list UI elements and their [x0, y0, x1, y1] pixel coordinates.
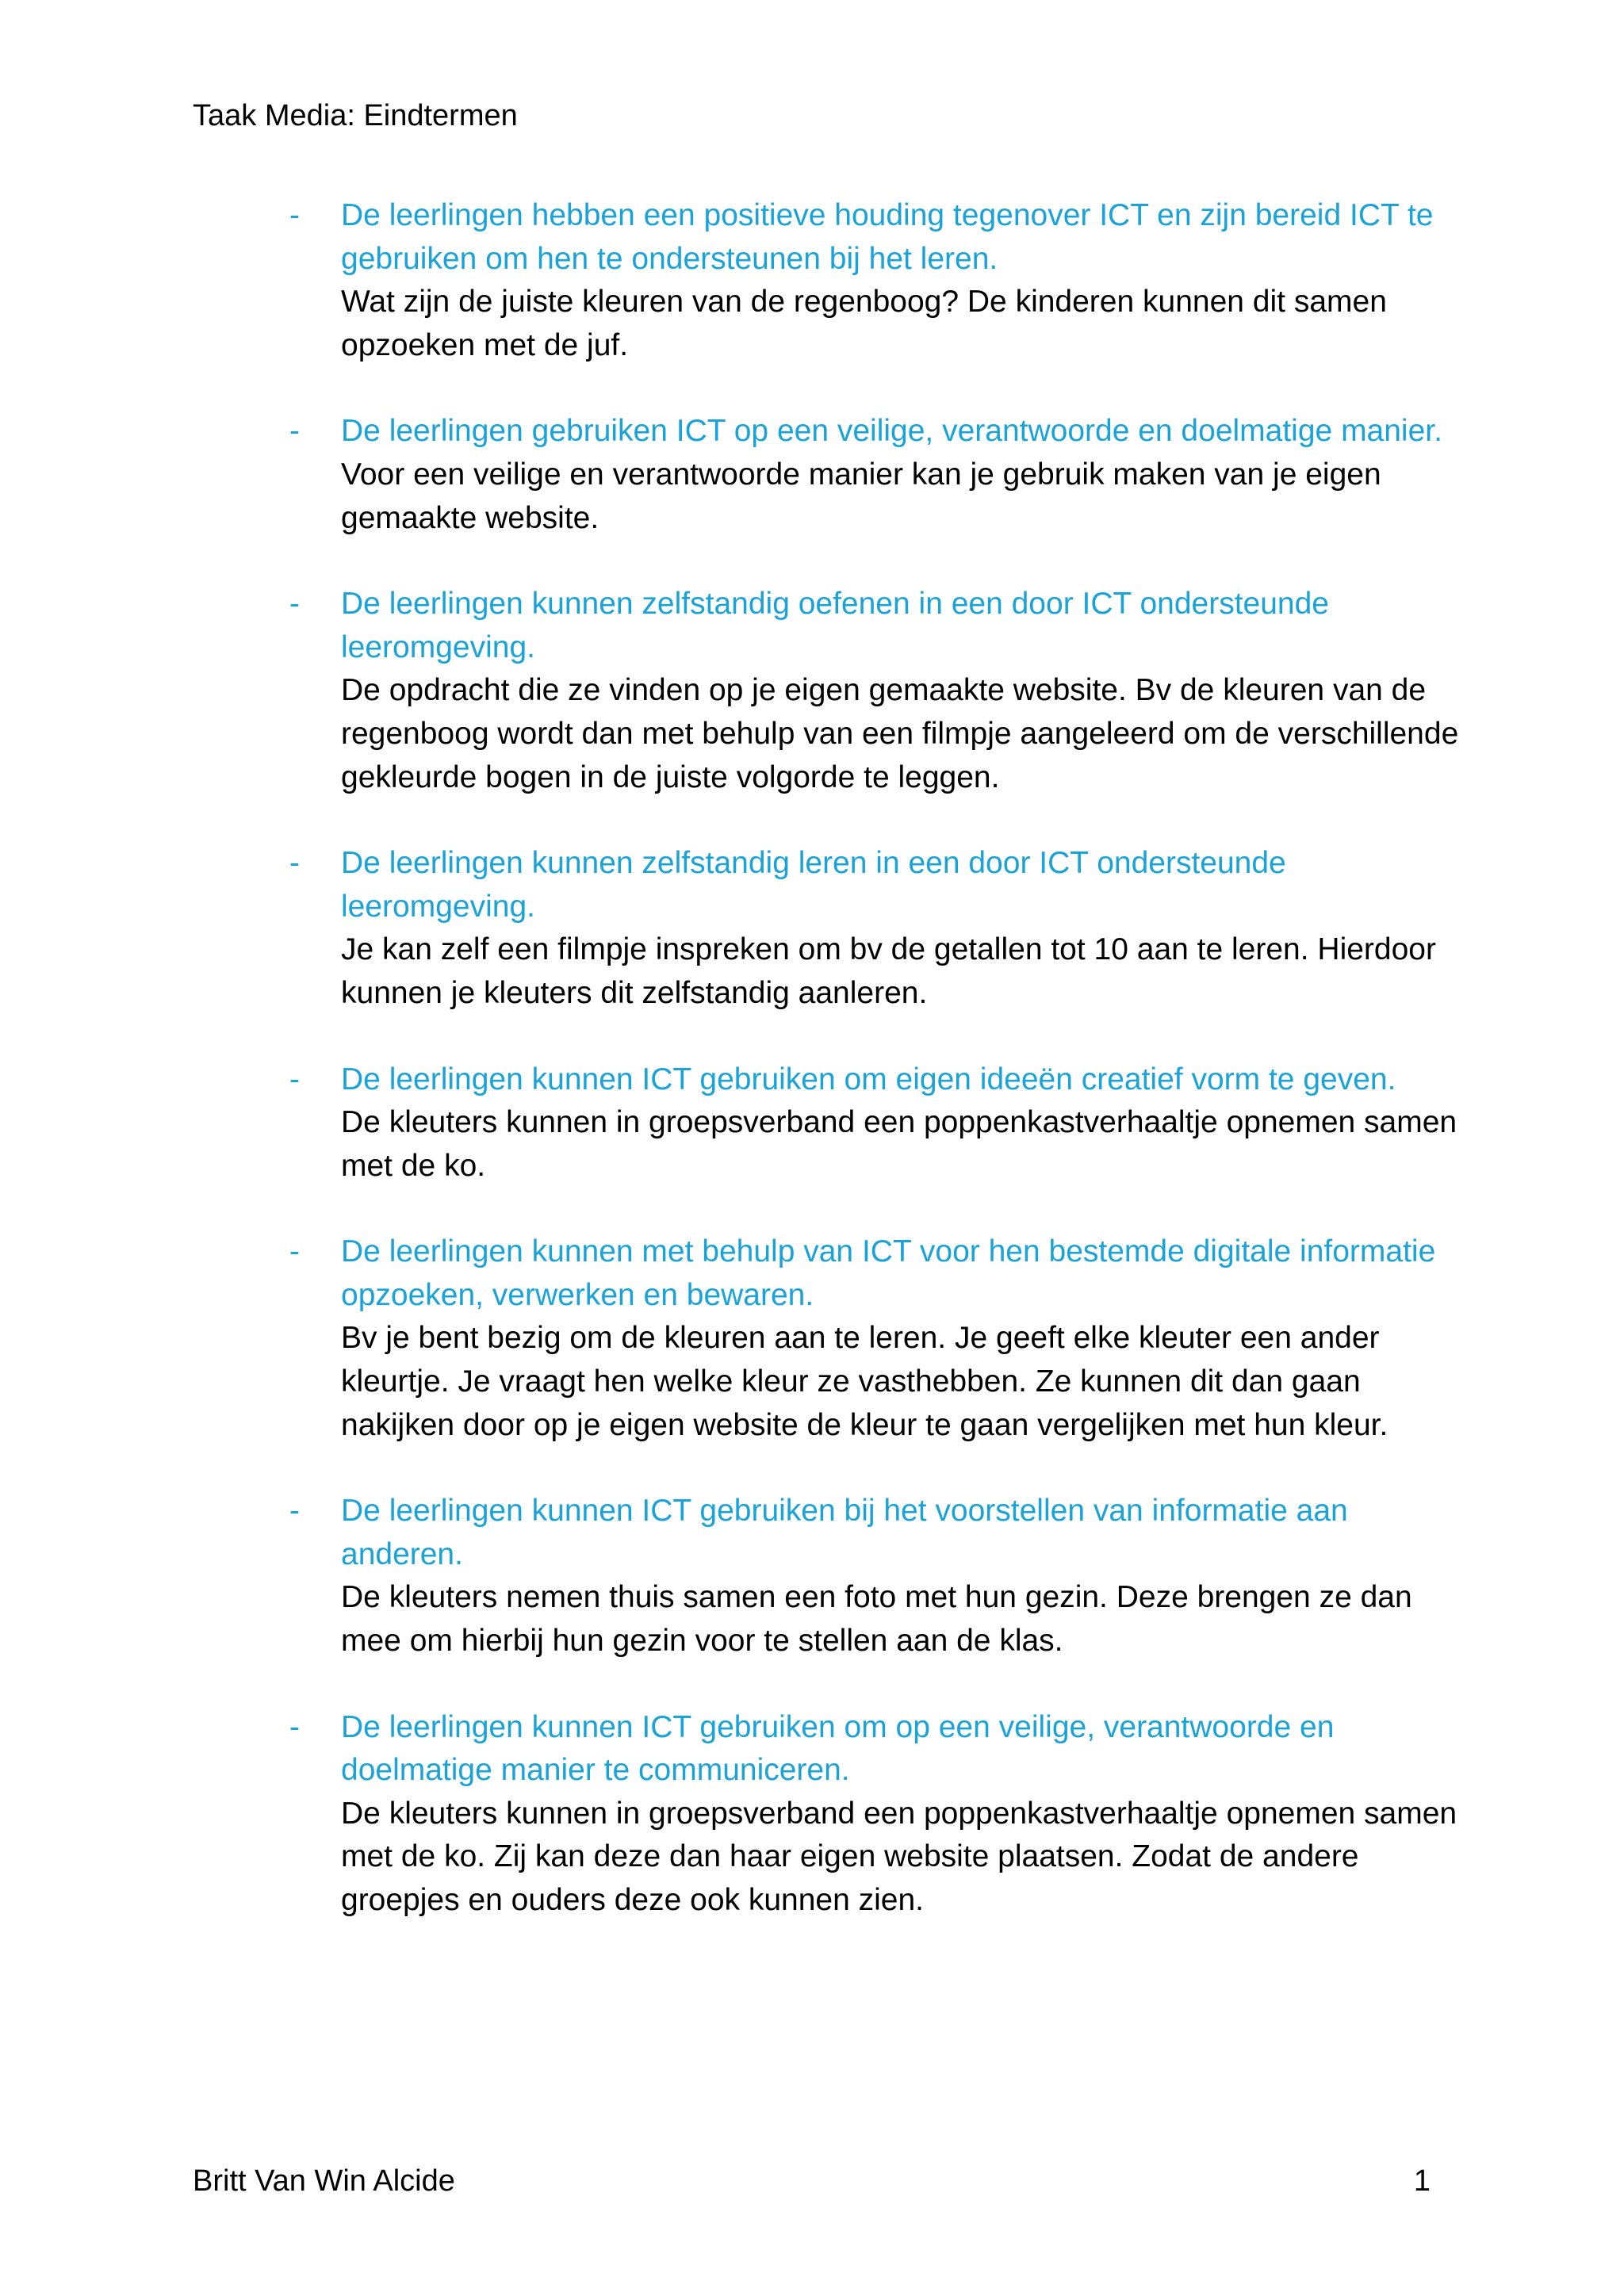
example-text: Voor een veilige en verantwoorde manier kan je gebruik maken van je eigen gemaakte website. [341, 457, 1381, 535]
list-item [289, 1490, 1463, 1663]
example-text: De opdracht die ze vinden op je eigen gemaakte website. Bv de kleuren van de regenboog wordt dan met behulp van een filmpje aangeleerd om de verschillende gekleurde bogen in de juiste volgorde te leggen. [341, 673, 1459, 794]
goal-text: De leerlingen kunnen ICT gebruiken bij het voorstellen van informatie aan anderen. [341, 1494, 1348, 1571]
goal-text: De leerlingen gebruiken ICT op een veilige, verantwoorde en doelmatige manier. [341, 414, 1442, 449]
page-number: 1 [1413, 2164, 1431, 2198]
list-item [289, 1230, 1463, 1447]
list-item [289, 1058, 1463, 1188]
list-item [289, 842, 1463, 1015]
eindtermen-list [289, 194, 1463, 1965]
goal-text: De leerlingen kunnen ICT gebruiken om op een veilige, verantwoorde en doelmatige manier te communiceren. [341, 1709, 1335, 1788]
bullet-dash: - [289, 1062, 300, 1096]
example-text: Bv je bent bezig om de kleuren aan te leren. Je geeft elke kleuter een ander kleurtje. Je vraagt hen welke kleur ze vasthebben. Ze kunnen dit dan gaan nakijken door op je eigen website de kleur te gaan vergelijken met hun kleur. [341, 1321, 1388, 1442]
goal-text: De leerlingen kunnen met behulp van ICT voor hen bestemde digitale informatie opzoeken, verwerken en bewaren. [341, 1234, 1436, 1312]
example-text: De kleuters kunnen in groepsverband een poppenkastverhaaltje opnemen samen met de ko. [341, 1105, 1457, 1183]
goal-text: De leerlingen hebben een positieve houding tegenover ICT en zijn bereid ICT te gebruiken om hen te ondersteunen bij het leren. [341, 198, 1434, 276]
example-text: De kleuters kunnen in groepsverband een poppenkastverhaaltje opnemen samen met de ko. Zij kan deze dan haar eigen website plaatsen. Zodat de andere groepjes en ouders deze ook kunnen zien. [341, 1796, 1457, 1917]
bullet-dash: - [289, 587, 300, 622]
goal-text: De leerlingen kunnen zelfstandig oefenen in een door ICT ondersteunde leeromgeving. [341, 587, 1330, 664]
goal-text: De leerlingen kunnen zelfstandig leren in een door ICT ondersteunde leeromgeving. [341, 846, 1286, 924]
footer-author: Britt Van Win Alcide [193, 2164, 455, 2198]
example-text: De kleuters nemen thuis samen een foto met hun gezin. Deze brengen ze dan mee om hierbij hun gezin voor te stellen aan de klas. [341, 1580, 1412, 1659]
bullet-dash: - [289, 198, 300, 232]
bullet-dash: - [289, 846, 300, 881]
example-text: Wat zijn de juiste kleuren van de regenboog? De kinderen kunnen dit samen opzoeken met de juf. [341, 285, 1387, 362]
list-item [289, 1706, 1463, 1923]
goal-text: De leerlingen kunnen ICT gebruiken om eigen ideeën creatief vorm te geven. [341, 1062, 1396, 1096]
page-header-title: Taak Media: Eindtermen [193, 99, 518, 132]
bullet-dash: - [289, 1494, 300, 1529]
list-item [289, 194, 1463, 367]
bullet-dash: - [289, 1234, 300, 1269]
list-item [289, 583, 1463, 799]
list-item [289, 410, 1463, 540]
bullet-dash: - [289, 1709, 300, 1744]
example-text: Je kan zelf een filmpje inspreken om bv de getallen tot 10 aan te leren. Hierdoor kunnen je kleuters dit zelfstandig aanleren. [341, 932, 1436, 1010]
bullet-dash: - [289, 414, 300, 449]
